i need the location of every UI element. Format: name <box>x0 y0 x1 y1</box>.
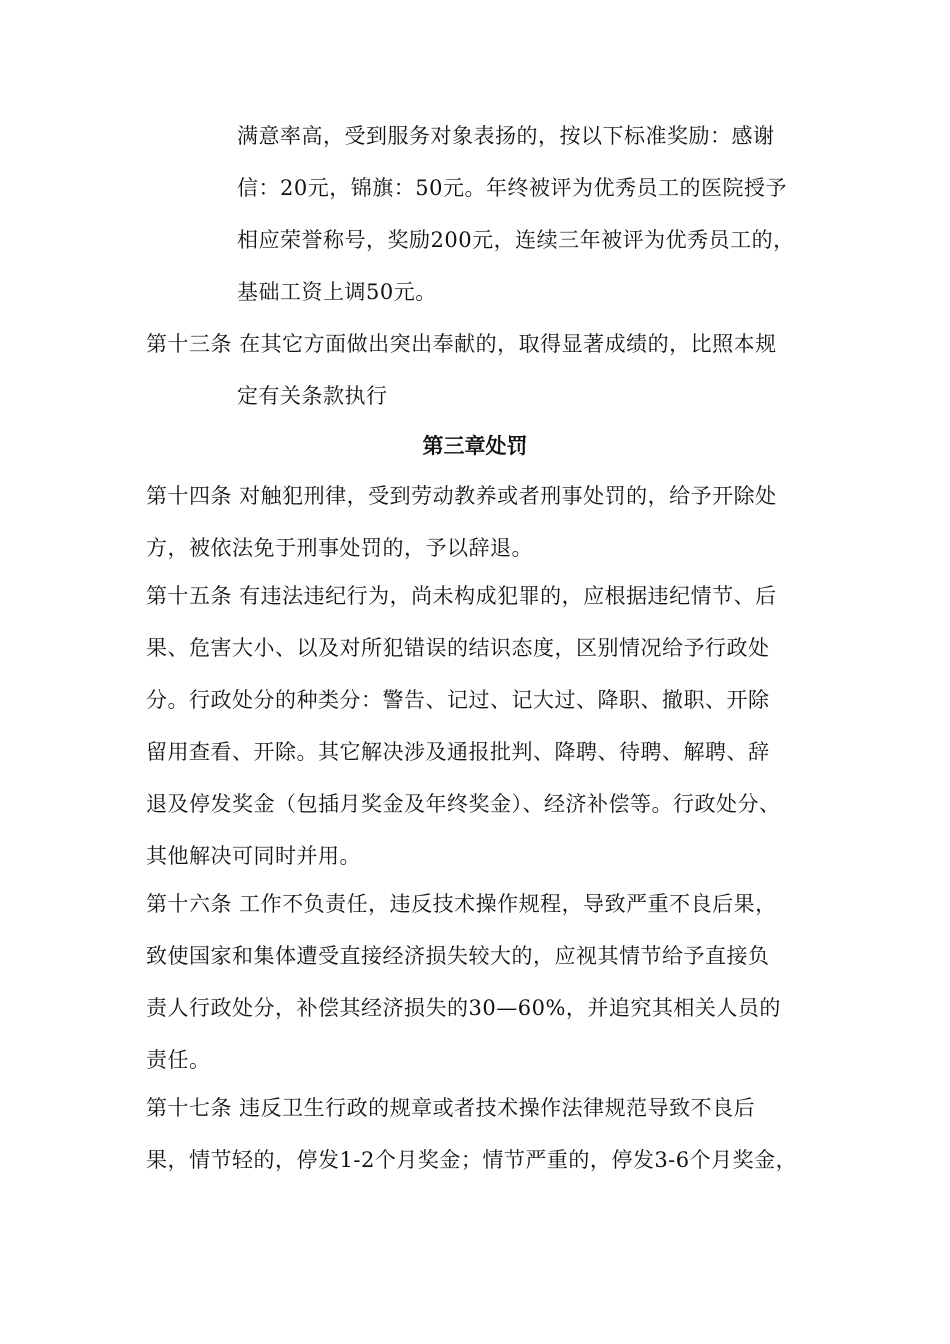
article-15-line: 第十五条 有违法违纪行为，尚未构成犯罪的，应根据违纪情节、后 <box>146 584 777 608</box>
paragraph-line: 信：20元，锦旗：50元。年终被评为优秀员工的医院授予 <box>237 176 787 200</box>
paragraph-line: 留用查看、开除。其它解决涉及通报批判、降聘、待聘、解聘、辞 <box>146 740 770 764</box>
article-13-line: 第十三条 在其它方面做出突出奉献的，取得显著成绩的，比照本规 <box>146 332 777 356</box>
article-16-line: 第十六条 工作不负责任，违反技术操作规程，导致严重不良后果， <box>146 892 777 916</box>
paragraph-line: 基础工资上调50元。 <box>237 280 437 304</box>
paragraph-line: 方，被依法免于刑事处罚的，予以辞退。 <box>146 536 533 560</box>
paragraph-line: 致使国家和集体遭受直接经济损失较大的，应视其情节给予直接负 <box>146 944 770 968</box>
paragraph-line: 果、危害大小、以及对所犯错误的结识态度，区别情况给予行政处 <box>146 636 770 660</box>
paragraph-line: 满意率高，受到服务对象表扬的，按以下标准奖励：感谢 <box>237 124 775 148</box>
paragraph-line: 定有关条款执行 <box>237 384 388 408</box>
paragraph-line: 责人行政处分，补偿其经济损失的30—60%，并追究其相关人员的 <box>146 996 781 1020</box>
paragraph-line: 其他解决可同时并用。 <box>146 844 361 868</box>
article-17-line: 第十七条 违反卫生行政的规章或者技术操作法律规范导致不良后 <box>146 1096 756 1120</box>
paragraph-line: 相应荣誉称号，奖励200元，连续三年被评为优秀员工的， <box>237 228 795 252</box>
paragraph-line: 责任。 <box>146 1048 211 1072</box>
paragraph-line: 果，情节轻的，停发1-2个月奖金；情节严重的，停发3-6个月奖金， <box>146 1148 798 1172</box>
chapter-heading: 第三章处罚 <box>422 433 528 458</box>
paragraph-line: 退及停发奖金（包插月奖金及年终奖金）、经济补偿等。行政处分、 <box>146 792 781 816</box>
article-14-line: 第十四条 对触犯刑律，受到劳动教养或者刑事处罚的，给予开除处 <box>146 484 777 508</box>
paragraph-line: 分。行政处分的种类分：警告、记过、记大过、降职、撤职、开除 <box>146 688 770 712</box>
